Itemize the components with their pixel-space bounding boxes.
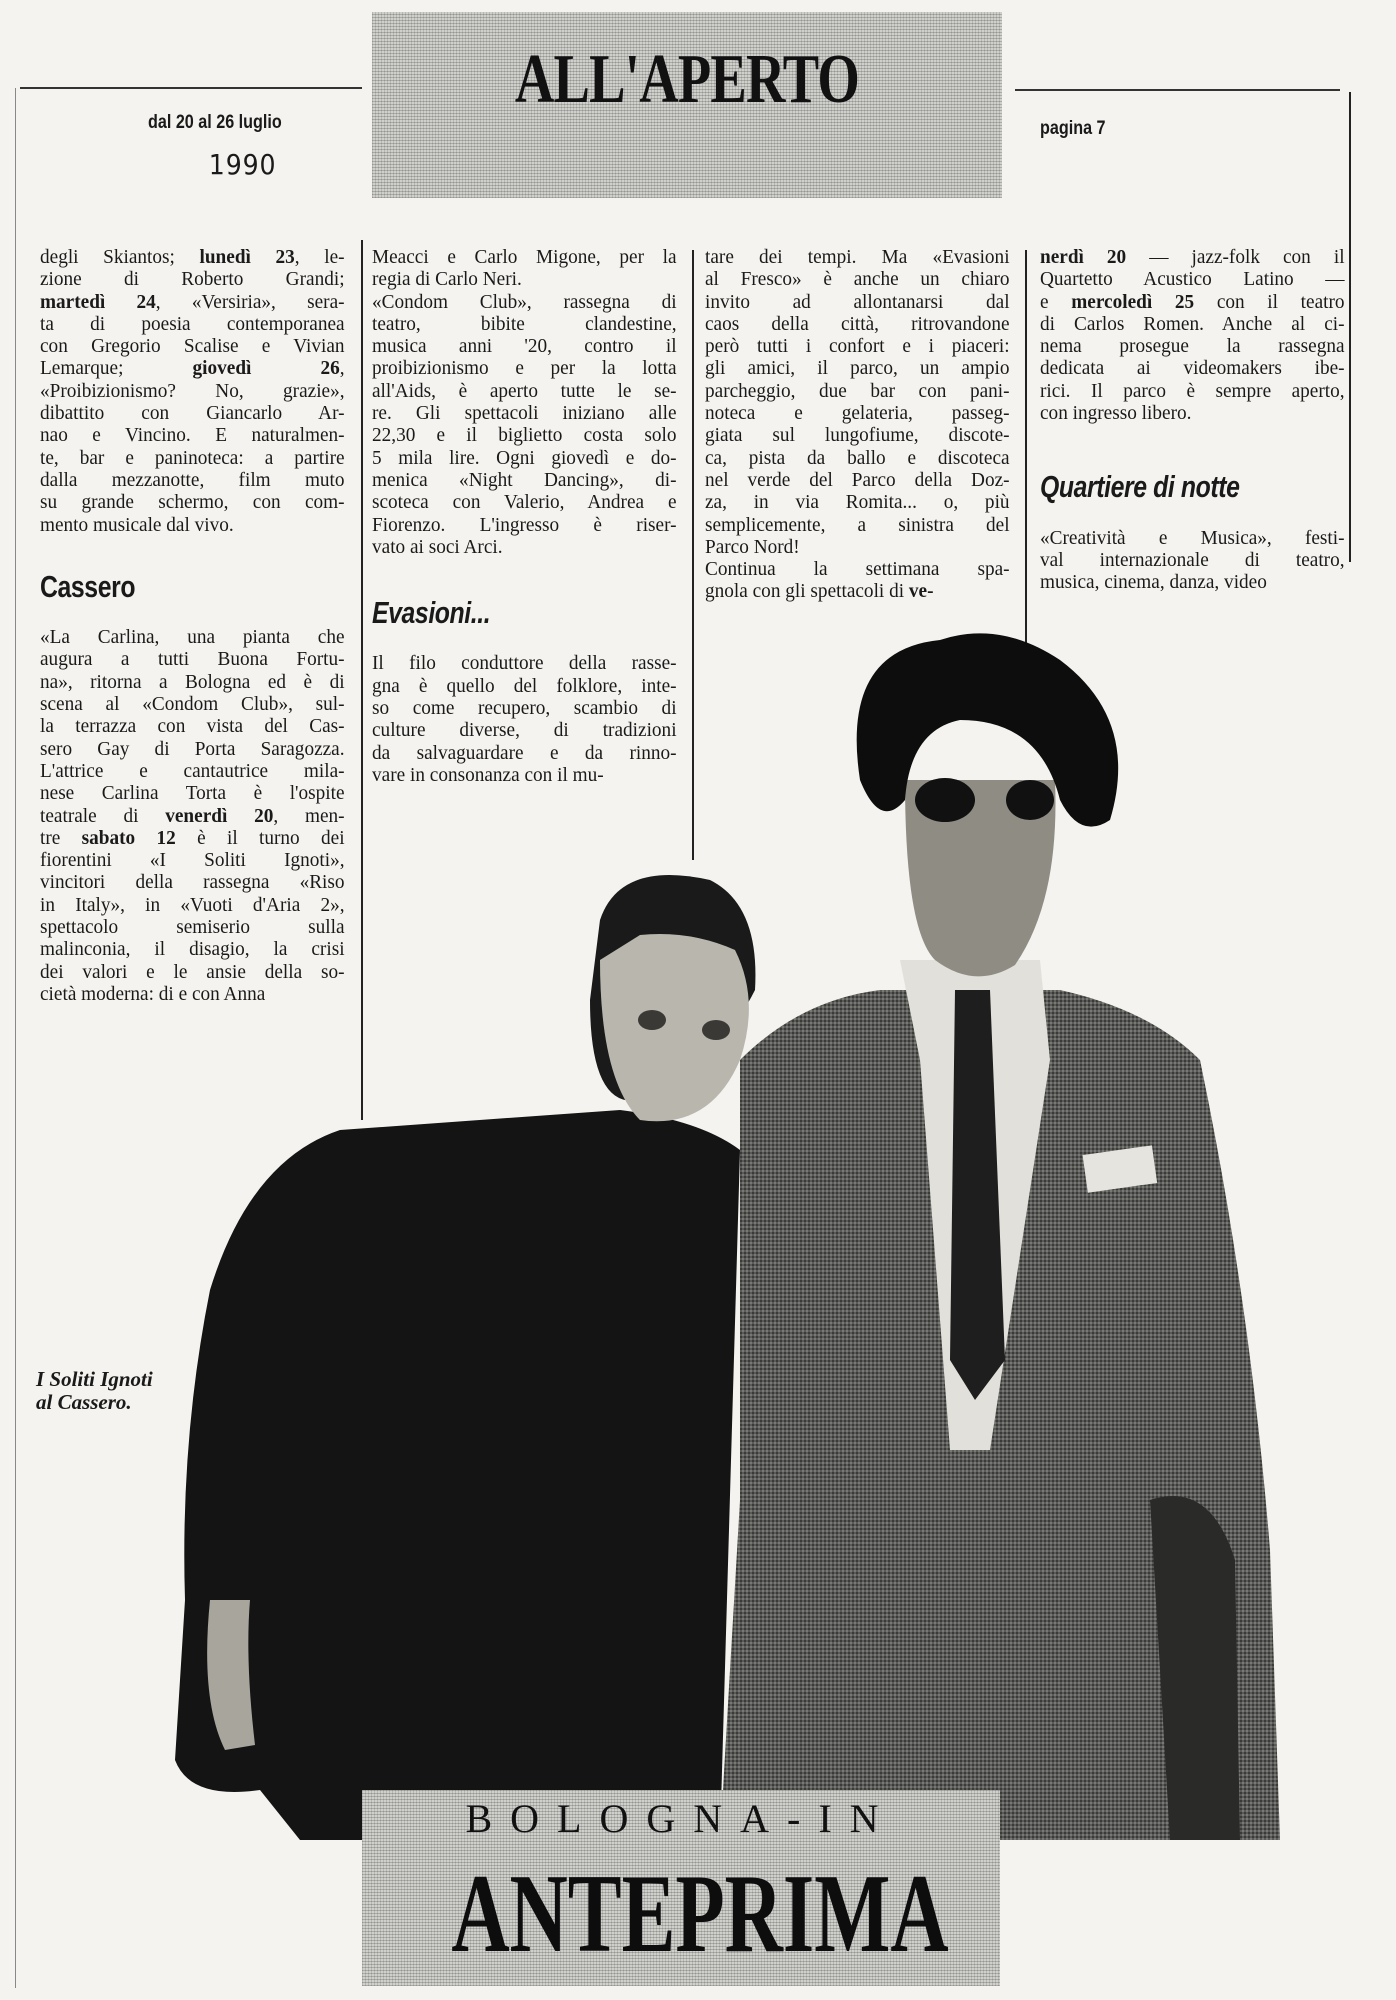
text-run: , men- [273, 804, 345, 827]
text-line [1040, 335, 1345, 357]
text-run: Fiorenzo. L'ingresso è riser- [372, 513, 677, 536]
text-line [40, 402, 345, 424]
article-column-1 [40, 246, 345, 1005]
text-run: giata sul lungofiume, discote- [705, 424, 1010, 447]
text-run: vare in consonanza con il mu- [372, 763, 604, 786]
text-run: di Carlos Romen. Anche al ci- [1040, 312, 1345, 335]
text-line [40, 335, 345, 357]
text-run: la terrazza con vista del Cas- [40, 715, 345, 738]
text-run: «Condom Club», rassegna di [372, 290, 677, 313]
section-heading: Evasioni... [372, 595, 491, 631]
text-line [705, 424, 1010, 446]
bold-date: giovedì 26 [192, 357, 340, 380]
logo-small-text: BOLOGNA-IN [465, 1796, 897, 1841]
bold-date: lunedì 23 [199, 246, 295, 268]
text-line [372, 246, 677, 268]
text-line [40, 983, 345, 1005]
text-run: nese Carlina Torta è l'ospite [40, 782, 345, 805]
text-run: noteca e gelateria, passeg- [705, 402, 1010, 425]
text-run: fiorentini «I Soliti Ignoti», [40, 849, 345, 872]
text-run: gli amici, il parco, un ampio [705, 357, 1010, 380]
paragraph [705, 246, 1010, 558]
text-line [372, 313, 677, 335]
text-run: spettacolo semiserio sulla [40, 916, 345, 939]
paragraph [1040, 246, 1345, 424]
text-line [705, 491, 1010, 513]
text-line [705, 380, 1010, 402]
text-line [40, 805, 345, 827]
paragraph [705, 558, 1010, 603]
text-line [40, 894, 345, 916]
text-line [705, 291, 1010, 313]
text-line [40, 827, 345, 849]
bologna-in-anteprima-logo [362, 1790, 1000, 1986]
text-line [40, 961, 345, 983]
text-line [40, 357, 345, 379]
handwritten-year: 1990 [208, 148, 277, 181]
text-line [705, 402, 1010, 424]
section-heading: Cassero [40, 568, 136, 604]
text-line [40, 849, 345, 871]
section-title: ALL'APERTO [514, 41, 860, 118]
text-run: re. Gli spettacoli iniziano alle [372, 402, 677, 425]
text-line [372, 764, 677, 786]
text-run: malinconia, il disagio, la crisi [40, 938, 345, 961]
text-run: regia di Carlo Neri. [372, 268, 522, 291]
text-run: scoteca con Valerio, Andrea e [372, 491, 677, 514]
text-run: dei valori e le ansie della so- [40, 960, 345, 983]
text-run: con Gregorio Scalise e Vivian [40, 335, 345, 358]
text-line [40, 626, 345, 648]
text-run: e [1040, 290, 1072, 313]
text-line [372, 491, 677, 513]
text-line [40, 469, 345, 491]
text-run: za, in via Romita... o, più [705, 491, 1010, 514]
text-line [1040, 246, 1345, 268]
text-run: zione di Roberto Grandi; [40, 268, 345, 291]
text-run: nao e Vincino. E naturalmen- [40, 424, 345, 447]
text-line [372, 536, 677, 558]
text-run: da salvaguardare e da rinno- [372, 741, 677, 764]
text-run: gnola con gli spettacoli di [705, 580, 909, 603]
text-run: con il teatro [1194, 290, 1345, 313]
text-run: rici. Il parco è sempre aperto, [1040, 379, 1345, 402]
text-run: ca, pista da ballo e discoteca [705, 446, 1010, 469]
text-run: cietà moderna: di e con Anna [40, 982, 266, 1005]
text-line [40, 760, 345, 782]
text-run: è il turno dei [175, 826, 345, 849]
text-run: parcheggio, due bar con pani- [705, 379, 1010, 402]
text-run: L'attrice e cantautrice mila- [40, 759, 345, 782]
text-run: dibattito con Giancarlo Ar- [40, 402, 345, 425]
text-run: menica «Night Dancing», di- [372, 468, 677, 491]
text-line [1040, 357, 1345, 379]
text-line [372, 469, 677, 491]
text-line [705, 357, 1010, 379]
woman-figure [175, 875, 755, 1840]
text-run: caos della città, ritrovandone [705, 312, 1010, 335]
text-run: scena al «Condom Club», sul- [40, 693, 345, 716]
text-line [372, 697, 677, 719]
text-run: teatro, bibite clandestine, [372, 312, 677, 335]
text-line [40, 782, 345, 804]
text-line [372, 447, 677, 469]
text-line [40, 916, 345, 938]
text-run: so come recupero, scambio di [372, 697, 677, 720]
logo-big-text: ANTEPRIMA [451, 1852, 949, 1976]
text-line [1040, 313, 1345, 335]
text-run: degli Skiantos; [40, 246, 200, 268]
text-line [372, 357, 677, 379]
text-line [40, 424, 345, 446]
man-figure [720, 633, 1280, 1840]
text-line [705, 335, 1010, 357]
text-run: 22,30 e il biglietto costa solo [372, 424, 677, 447]
text-line [40, 871, 345, 893]
bold-date: ve- [908, 580, 934, 603]
text-run: al Fresco» è anche un chiaro [705, 268, 1010, 291]
text-line [372, 719, 677, 741]
text-run: mento musicale dal vivo. [40, 513, 234, 536]
text-run: in Italy», in «Vuoti d'Aria 2», [40, 893, 345, 916]
text-run: all'Aids, è aperto tutte le se- [372, 379, 677, 402]
text-line [1040, 571, 1345, 593]
text-line [705, 246, 1010, 268]
text-line [1040, 291, 1345, 313]
text-run: Il filo conduttore della rasse- [372, 652, 677, 675]
text-run: semplicemente, a sinistra del [705, 513, 1010, 536]
text-line [40, 291, 345, 313]
bold-date: venerdì 20 [165, 804, 274, 827]
text-run: vincitori della rassegna «Riso [40, 871, 345, 894]
text-run: , [339, 357, 345, 380]
text-line [40, 313, 345, 335]
text-run: gna è quello del folklore, inte- [372, 674, 677, 697]
text-line [372, 291, 677, 313]
section-heading: Quartiere di notte [1040, 469, 1240, 505]
text-line [372, 742, 677, 764]
text-run: su grande schermo, con com- [40, 491, 345, 514]
paragraph [40, 626, 345, 1005]
text-run: na», ritorna a Bologna ed è di [40, 670, 345, 693]
bold-date: nerdì 20 [1040, 246, 1127, 268]
text-run: 5 mila lire. Ogni giovedì e do- [372, 446, 677, 469]
text-line [705, 268, 1010, 290]
article-column-2 [372, 246, 677, 786]
text-line [40, 447, 345, 469]
paragraph [372, 246, 677, 291]
text-line [705, 447, 1010, 469]
text-line [40, 715, 345, 737]
text-line [1040, 402, 1345, 424]
text-line [372, 652, 677, 674]
issue-dates: dal 20 al 26 luglio [148, 112, 282, 133]
text-line [372, 514, 677, 536]
text-run: — jazz-folk con il [1126, 246, 1345, 268]
text-line [1040, 549, 1345, 571]
text-run: ta di poesia contemporanea [40, 312, 345, 335]
text-line [40, 648, 345, 670]
text-line [1040, 380, 1345, 402]
text-run: «La Carlina, una pianta che [40, 626, 345, 649]
text-run: te, bar e paninoteca: a partire [40, 446, 345, 469]
text-line [705, 558, 1010, 580]
text-line [40, 671, 345, 693]
text-line [40, 246, 345, 268]
text-run: Parco Nord! [705, 535, 800, 558]
text-line [1040, 527, 1345, 549]
text-run: , le- [294, 246, 345, 268]
bold-date: martedì 24 [40, 290, 156, 313]
text-run: dalla mezzanotte, film muto [40, 468, 345, 491]
text-run: Continua la settimana spa- [705, 558, 1010, 581]
text-run: invito ad allontanarsi dal [705, 290, 1010, 313]
text-run: vato ai soci Arci. [372, 535, 503, 558]
bold-date: sabato 12 [81, 826, 176, 849]
text-run: proibizionismo e per la lotta [372, 357, 677, 380]
article-column-3 [705, 246, 1010, 603]
text-line [705, 469, 1010, 491]
text-line [40, 491, 345, 513]
text-line [40, 380, 345, 402]
text-run: , «Versiria», sera- [155, 290, 345, 313]
text-run: «Proibizionismo? No, grazie», [40, 379, 345, 402]
caption-line: I Soliti Ignoti [36, 1367, 153, 1391]
text-line [40, 738, 345, 760]
text-run: sero Gay di Porta Saragozza. [40, 737, 345, 760]
text-line [40, 514, 345, 536]
text-line [705, 313, 1010, 335]
text-run: musica anni '20, contro il [372, 335, 677, 358]
article-column-4 [1040, 246, 1345, 594]
text-line [40, 268, 345, 290]
page-number: pagina 7 [1040, 118, 1106, 139]
text-run: Quartetto Acustico Latino — [1040, 268, 1345, 291]
text-run: nema prosegue la rassegna [1040, 335, 1345, 358]
text-line [372, 424, 677, 446]
text-line [40, 693, 345, 715]
text-run: Meacci e Carlo Migone, per la [372, 246, 677, 268]
text-run: con ingresso libero. [1040, 402, 1192, 425]
text-run: teatrale di [40, 804, 166, 827]
text-line [372, 380, 677, 402]
text-line [372, 402, 677, 424]
text-line [372, 335, 677, 357]
text-line [705, 514, 1010, 536]
text-run: tare dei tempi. Ma «Evasioni [705, 246, 1010, 268]
text-run: Lemarque; [40, 357, 193, 380]
text-line [372, 268, 677, 290]
text-run: dedicata ai videomakers ibe- [1040, 357, 1345, 380]
text-run: tre [40, 826, 82, 849]
text-run: val internazionale di teatro, [1040, 548, 1345, 571]
text-line [705, 580, 1010, 602]
text-line [40, 938, 345, 960]
paragraph [40, 246, 345, 536]
text-line [1040, 268, 1345, 290]
paragraph [1040, 527, 1345, 594]
text-run: musica, cinema, danza, video [1040, 571, 1267, 594]
text-run: «Creatività e Musica», festi- [1040, 526, 1345, 549]
paragraph [372, 291, 677, 559]
photo-caption [36, 1368, 153, 1414]
text-run: augura a tutti Buona Fortu- [40, 648, 345, 671]
text-run: culture diverse, di tradizioni [372, 719, 677, 742]
caption-line: al Cassero. [36, 1390, 132, 1414]
text-line [705, 536, 1010, 558]
paragraph [372, 652, 677, 786]
text-run: però tutti i confort e i piaceri: [705, 335, 1010, 358]
text-run: nel verde del Parco della Doz- [705, 468, 1010, 491]
bold-date: mercoledì 25 [1071, 290, 1195, 313]
text-line [372, 675, 677, 697]
